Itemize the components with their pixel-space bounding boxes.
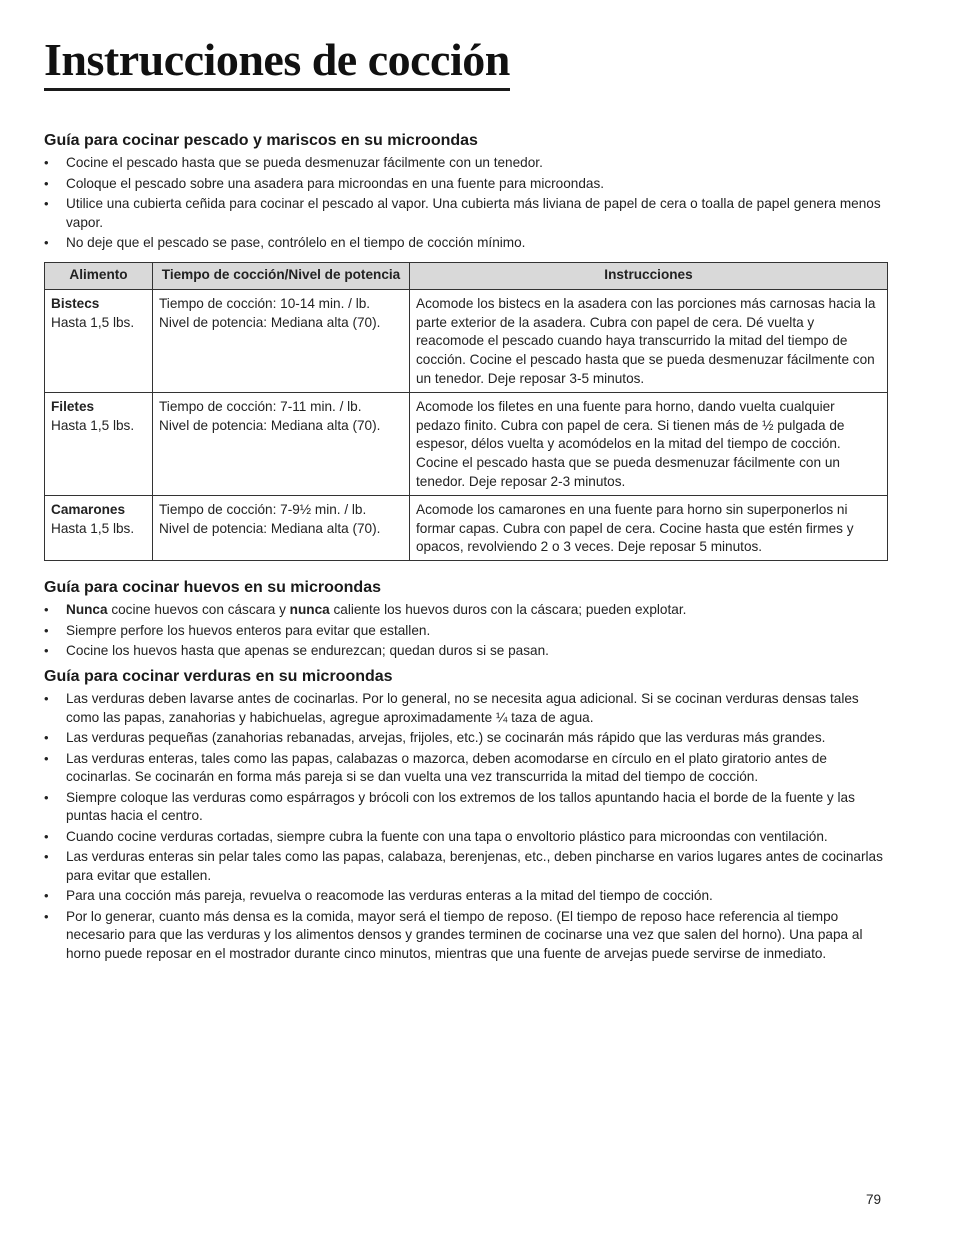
food-name: Filetes (51, 398, 95, 414)
list-item: • Las verduras enteras, tales como las papas, calabazas o mazorca, deben acomodarse en círculo en el plato giratorio antes de cocinarlas. Se cocinarán en forma más pareja si se dan vuelta una vez transcurrida la mitad del tiempo de cocción. (44, 750, 888, 787)
page-number: 79 (866, 1192, 882, 1207)
instructions-cell: Acomode los filetes en una fuente para horno, dando vuelta cualquier pedazo finito. Cubra con papel de cera. Si tienen más de ½ pulgada de espesor, délos vuelta y acomódelos en la mitad del tiempo de cocción. Cocine el pescado hasta que se pueda desmenuzar fácilmente con un tenedor. Deje reposar 2-3 minutos. (410, 392, 888, 495)
table-header-row (45, 263, 888, 290)
list-item: • Las verduras pequeñas (zanahorias rebanadas, arvejas, frijoles, etc.) se cocinarán más rápido que las verduras más grandes. (44, 729, 888, 748)
list-item: • Cuando cocine verduras cortadas, siempre cubra la fuente con una tapa o envoltorio plástico para microondas con ventilación. (44, 828, 888, 847)
time-power-cell (153, 392, 410, 495)
fish-bullet-list (44, 154, 888, 253)
fish-cooking-table (44, 262, 888, 561)
page-title: Instrucciones de cocción (44, 34, 510, 91)
cooking-time: Tiempo de cocción: 7-11 min. / lb. (159, 398, 362, 414)
time-power-cell (153, 495, 410, 560)
emphasis-never: Nunca (66, 602, 108, 617)
column-header-food: Alimento (45, 263, 153, 290)
list-item: • Siempre coloque las verduras como espárragos y brócoli con los extremos de los tallos apuntando hacia el borde de la fuente y las puntas hacia el centro. (44, 789, 888, 826)
vegetables-bullet-list (44, 690, 888, 963)
food-name: Camarones (51, 501, 126, 517)
fish-section (44, 131, 888, 255)
food-amount: Hasta 1,5 lbs. (51, 417, 135, 433)
emphasis-never: nunca (289, 602, 330, 617)
eggs-section (44, 578, 888, 663)
list-item: • Coloque el pescado sobre una asadera para microondas en una fuente para microondas. (44, 175, 888, 194)
column-header-instructions: Instrucciones (410, 263, 888, 290)
table-row (45, 289, 888, 392)
time-power-cell (153, 289, 410, 392)
column-header-time-power: Tiempo de cocción/Nivel de potencia (153, 263, 410, 290)
list-item: • Por lo generar, cuanto más densa es la comida, mayor será el tiempo de reposo. (El tiempo de reposo hace referencia al tiempo necesario para que las verduras y los alimentos densos y grandes terminen de cocinarse una vez que salen del horno). Una papa al horno puede reposar en el mostrador durante cinco minutos, mientras que una fuente de arvejas puede servirse de inmediato. (44, 908, 888, 964)
food-amount: Hasta 1,5 lbs. (51, 314, 135, 330)
power-level: Nivel de potencia: Mediana alta (70). (159, 520, 381, 536)
list-item: • Las verduras enteras sin pelar tales como las papas, calabaza, berenjenas, etc., deben pincharse en varios lugares antes de cocinarlas para evitar que estallen. (44, 848, 888, 885)
list-item-text: cocine huevos con cáscara y (107, 602, 290, 617)
food-cell (45, 289, 153, 392)
food-cell (45, 495, 153, 560)
list-item: • Siempre perfore los huevos enteros para evitar que estallen. (44, 622, 888, 641)
power-level: Nivel de potencia: Mediana alta (70). (159, 314, 381, 330)
list-item-text: caliente los huevos duros con la cáscara; pueden explotar. (329, 602, 687, 617)
fish-heading: Guía para cocinar pescado y mariscos en su microondas (44, 132, 478, 149)
food-cell (45, 392, 153, 495)
instructions-cell: Acomode los camarones en una fuente para horno sin superponerlos ni formar capas. Cubra con papel de cera. Cocine hasta que estén firmes y opacos, revolviendo 2 o 3 veces. Deje reposar 5 minutos. (410, 495, 888, 560)
food-name: Bistecs (51, 295, 100, 311)
vegetables-section (44, 667, 888, 965)
table-row (45, 392, 888, 495)
list-item: • No deje que el pescado se pase, contrólelo en el tiempo de cocción mínimo. (44, 234, 888, 253)
cooking-time: Tiempo de cocción: 7-9½ min. / lb. (159, 501, 367, 517)
eggs-bullet-list (44, 601, 888, 661)
instructions-cell: Acomode los bistecs en la asadera con las porciones más carnosas hacia la parte exterior de la asadera. Cubra con papel de cera. Dé vuelta y reacomode el pescado cuando haya transcurrido la mitad del tiempo de cocción. Cocine el pescado hasta que se pueda desmenuzar fácilmente con un tenedor. Deje reposar 3-5 minutos. (410, 289, 888, 392)
list-item: • Para una cocción más pareja, revuelva o reacomode las verduras enteras a la mitad del tiempo de cocción. (44, 887, 888, 906)
eggs-heading: Guía para cocinar huevos en su microondas (44, 579, 381, 596)
cooking-time: Tiempo de cocción: 10-14 min. / lb. (159, 295, 371, 311)
list-item: • Cocine el pescado hasta que se pueda desmenuzar fácilmente con un tenedor. (44, 154, 888, 173)
vegetables-heading: Guía para cocinar verduras en su microondas (44, 668, 393, 685)
table-row (45, 495, 888, 560)
list-item (44, 601, 888, 620)
list-item: • Cocine los huevos hasta que apenas se endurezcan; quedan duros si se pasan. (44, 642, 888, 661)
power-level: Nivel de potencia: Mediana alta (70). (159, 417, 381, 433)
list-item: • Utilice una cubierta ceñida para cocinar el pescado al vapor. Una cubierta más liviana de papel de cera o toalla de papel genera menos vapor. (44, 195, 888, 232)
food-amount: Hasta 1,5 lbs. (51, 520, 135, 536)
list-item: • Las verduras deben lavarse antes de cocinarlas. Por lo general, no se necesita agua adicional. Si se cocinan verduras densas tales como las papas, zanahorias y habichuelas, agregue aproximadamente ¼ taza de agua. (44, 690, 888, 727)
